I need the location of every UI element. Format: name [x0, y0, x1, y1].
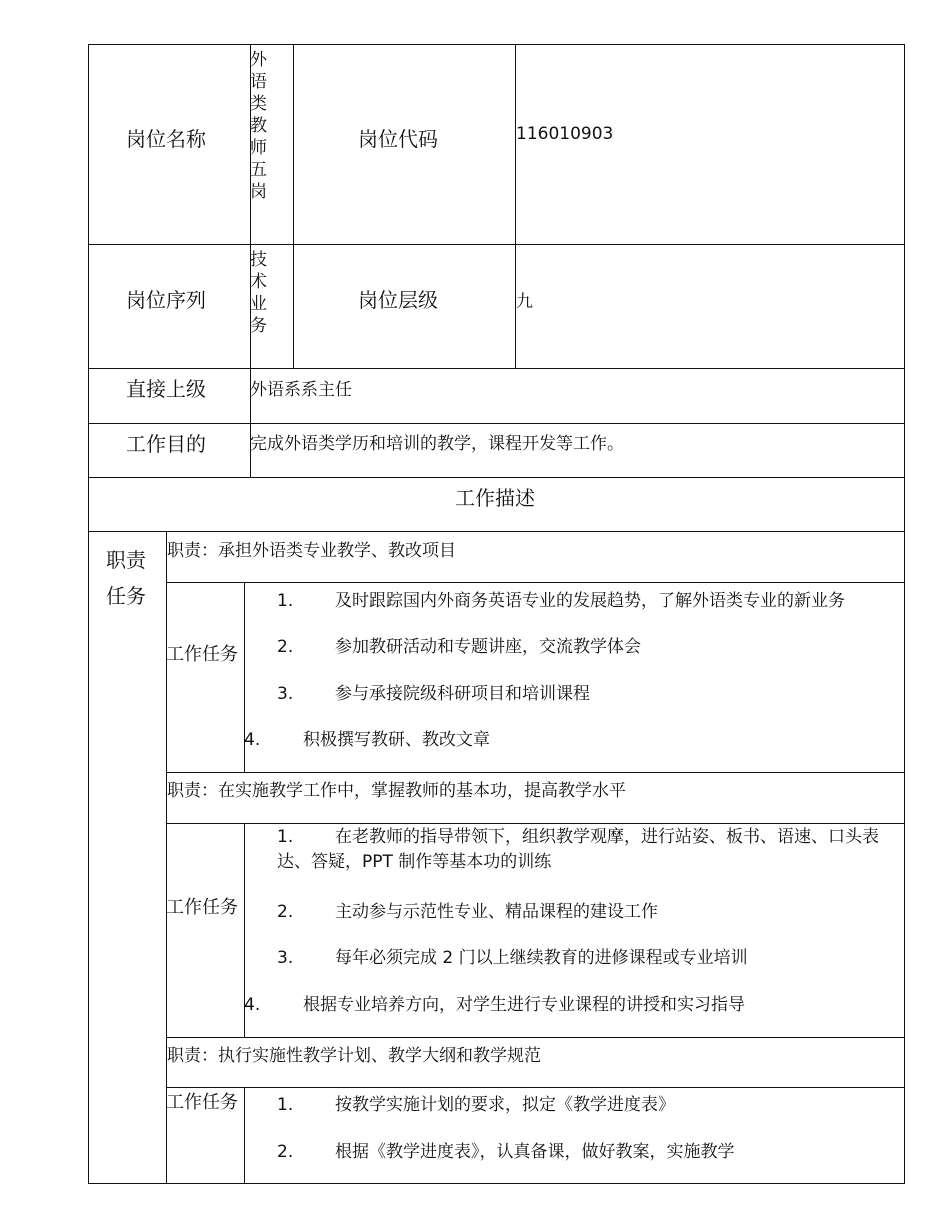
task-item: 1. 在老教师的指导带领下，组织教学观摩，进行站姿、板书、语速、口头表达、答疑，PPT 制作等基本功的训练: [277, 827, 879, 872]
position-name-label: 岗位名称: [126, 127, 206, 151]
col-divider: [293, 44, 294, 368]
col-divider: [244, 1087, 245, 1184]
position-level-value: 九: [516, 292, 533, 312]
col-divider: [515, 44, 516, 368]
superior-label: 直接上级: [126, 377, 206, 401]
row-divider: [166, 582, 905, 583]
col-divider: [166, 531, 167, 1184]
description-title: 工作描述: [455, 486, 535, 510]
position-sequence-label: 岗位序列: [126, 288, 206, 312]
duty-2: 职责：在实施教学工作中，掌握教师的基本功，提高教学水平: [167, 781, 626, 801]
task-label-3: 工作任务: [166, 1092, 238, 1113]
position-name-value: 外语类教师五岗: [250, 50, 267, 202]
task-item: 3. 参与承接院级科研项目和培训课程: [277, 684, 590, 704]
position-sequence-value: 技术业务: [250, 250, 267, 336]
purpose-label: 工作目的: [126, 432, 206, 456]
task-label-1: 工作任务: [166, 644, 238, 665]
row-divider: [88, 368, 905, 369]
task-label-2: 工作任务: [166, 897, 238, 918]
row-divider: [88, 477, 905, 478]
task-item: 4. 根据专业培养方向，对学生进行专业课程的讲授和实习指导: [244, 995, 745, 1015]
duty-1: 职责：承担外语类专业教学、教改项目: [167, 541, 456, 561]
task-item: 4. 积极撰写教研、教改文章: [244, 730, 490, 750]
row-divider: [88, 244, 905, 245]
task-item: 1. 按教学实施计划的要求，拟定《教学进度表》: [277, 1095, 675, 1115]
position-level-label: 岗位层级: [358, 288, 438, 312]
duty-3: 职责：执行实施性教学计划、教学大纲和教学规范: [167, 1046, 541, 1066]
superior-value: 外语系系主任: [250, 380, 352, 400]
row-divider: [88, 423, 905, 424]
purpose-value: 完成外语类学历和培训的教学，课程开发等工作。: [250, 434, 624, 454]
row-divider: [166, 772, 905, 773]
task-item: 2. 根据《教学进度表》，认真备课，做好教案，实施教学: [277, 1142, 735, 1162]
task-item: 2. 主动参与示范性专业、精品课程的建设工作: [277, 902, 658, 922]
position-code-value: 116010903: [516, 124, 614, 144]
row-divider: [166, 1037, 905, 1038]
row-divider: [166, 1087, 905, 1088]
task-item: 3. 每年必须完成 2 门以上继续教育的进修课程或专业培训: [277, 948, 748, 968]
task-item: 2. 参加教研活动和专题讲座，交流教学体会: [277, 637, 641, 657]
duties-label-line2: 任务: [106, 584, 146, 608]
row-divider: [166, 823, 905, 824]
row-divider: [88, 531, 905, 532]
position-code-label: 岗位代码: [358, 127, 438, 151]
duties-label-line1: 职责: [106, 548, 146, 572]
task-item: 1. 及时跟踪国内外商务英语专业的发展趋势，了解外语类专业的新业务: [277, 591, 845, 611]
